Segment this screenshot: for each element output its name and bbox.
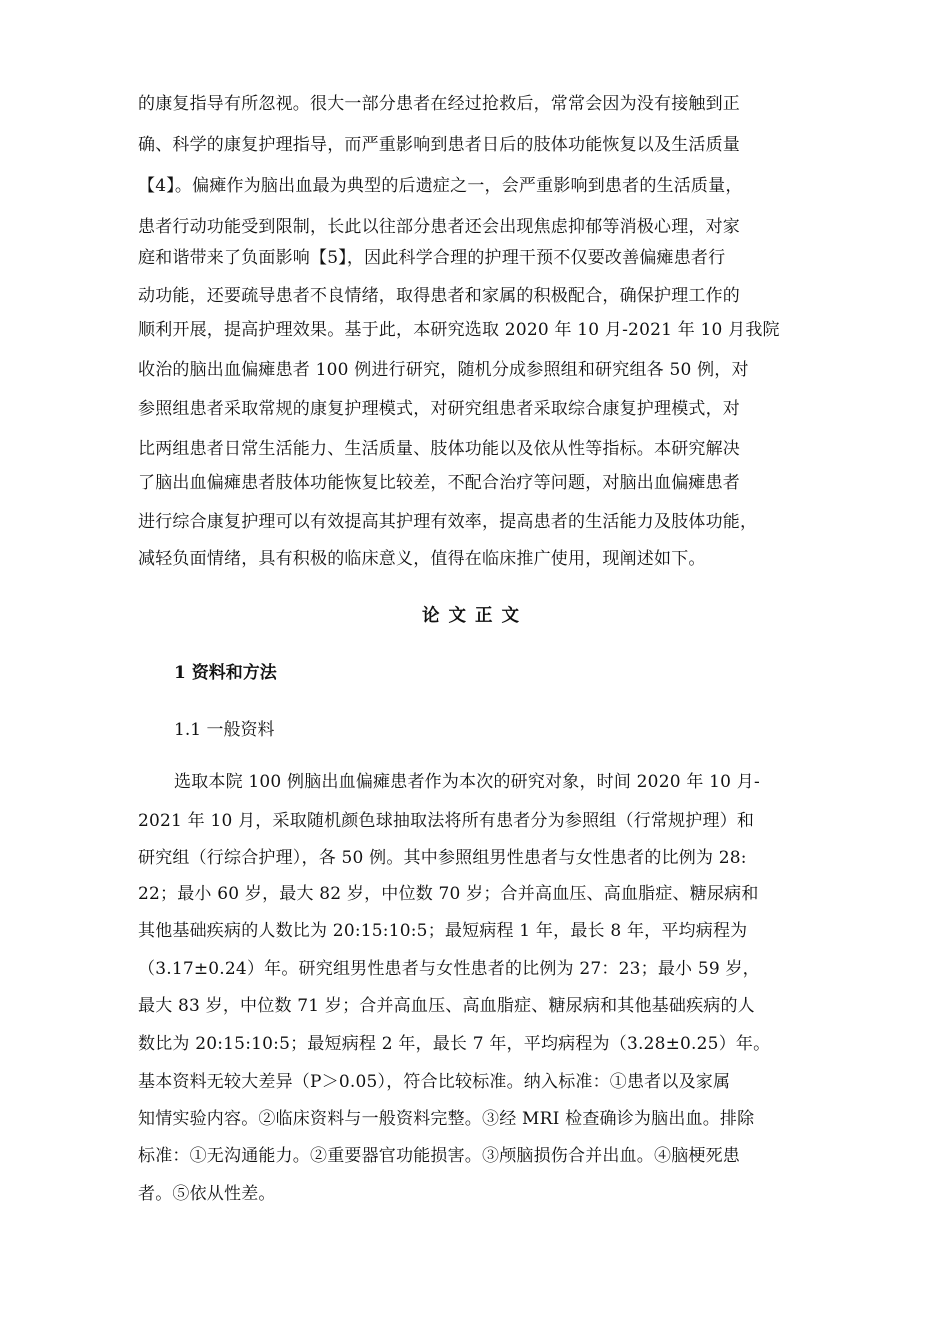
paragraph-line: 数比为 20:15:10:5；最短病程 2 年，最长 7 年，平均病程为（3.28±0.25）年。 (138, 1034, 771, 1054)
paragraph-line: 2021 年 10 月，采取随机颜色球抽取法将所有患者分为参照组（行常规护理）和 (138, 811, 755, 831)
paragraph-line: 基本资料无较大差异（P＞0.05），符合比较标准。纳入标准：①患者以及家属 (138, 1072, 731, 1092)
paragraph-line: 顺利开展，提高护理效果。基于此，本研究选取 2020 年 10 月-2021 年 10 月我院 (138, 320, 780, 340)
paragraph-line: 知情实验内容。②临床资料与一般资料完整。③经 MRI 检查确诊为脑出血。排除 (138, 1109, 755, 1129)
paragraph-line: 者。⑤依从性差。 (138, 1184, 276, 1204)
paragraph-line: 减轻负面情绪，具有积极的临床意义，值得在临床推广使用，现阐述如下。 (138, 549, 706, 569)
paragraph-line: 22；最小 60 岁，最大 82 岁，中位数 70 岁；合并高血压、高血脂症、糖尿病和 (138, 884, 759, 904)
paragraph-line: 其他基础疾病的人数比为 20:15:10:5；最短病程 1 年，最长 8 年，平均病程为 (138, 921, 748, 941)
paragraph-line: 的康复指导有所忽视。很大一部分患者在经过抢救后，常常会因为没有接触到正 (138, 94, 740, 114)
section-heading: 1 资料和方法 (174, 663, 277, 683)
paragraph-line: 庭和谐带来了负面影响【5】，因此科学合理的护理干预不仅要改善偏瘫患者行 (138, 248, 726, 268)
paragraph-line: 【4】。偏瘫作为脑出血最为典型的后遗症之一，会严重影响到患者的生活质量， (138, 176, 743, 196)
paragraph-line: 确、科学的康复护理指导，而严重影响到患者日后的肢体功能恢复以及生活质量 (138, 135, 740, 155)
paragraph-line: 收治的脑出血偏瘫患者 100 例进行研究，随机分成参照组和研究组各 50 例，对 (138, 360, 749, 380)
paragraph-line: 最大 83 岁，中位数 71 岁；合并高血压、高血脂症、糖尿病和其他基础疾病的人 (138, 996, 755, 1016)
paragraph-line: 参照组患者采取常规的康复护理模式，对研究组患者采取综合康复护理模式，对 (138, 399, 740, 419)
paragraph-line: 动功能，还要疏导患者不良情绪，取得患者和家属的积极配合，确保护理工作的 (138, 286, 740, 306)
paragraph-line: 选取本院 100 例脑出血偏瘫患者作为本次的研究对象，时间 2020 年 10 月- (174, 772, 760, 792)
paragraph-line: 比两组患者日常生活能力、生活质量、肢体功能以及依从性等指标。本研究解决 (138, 439, 740, 459)
paragraph-line: 患者行动功能受到限制，长此以往部分患者还会出现焦虑抑郁等消极心理，对家 (138, 217, 740, 237)
subsection-heading: 1.1 一般资料 (174, 720, 275, 740)
paragraph-line: 了脑出血偏瘫患者肢体功能恢复比较差，不配合治疗等问题，对脑出血偏瘫患者 (138, 473, 740, 493)
paragraph-line: 进行综合康复护理可以有效提高其护理有效率，提高患者的生活能力及肢体功能， (138, 512, 758, 532)
paragraph-line: 研究组（行综合护理），各 50 例。其中参照组男性患者与女性患者的比例为 28: (138, 848, 747, 868)
body-title: 论文正文 (422, 606, 528, 626)
paragraph-line: 标准：①无沟通能力。②重要器官功能损害。③颅脑损伤合并出血。④脑梗死患 (138, 1146, 740, 1166)
paragraph-line: （3.17±0.24）年。研究组男性患者与女性患者的比例为 27：23；最小 59 岁， (138, 959, 760, 979)
